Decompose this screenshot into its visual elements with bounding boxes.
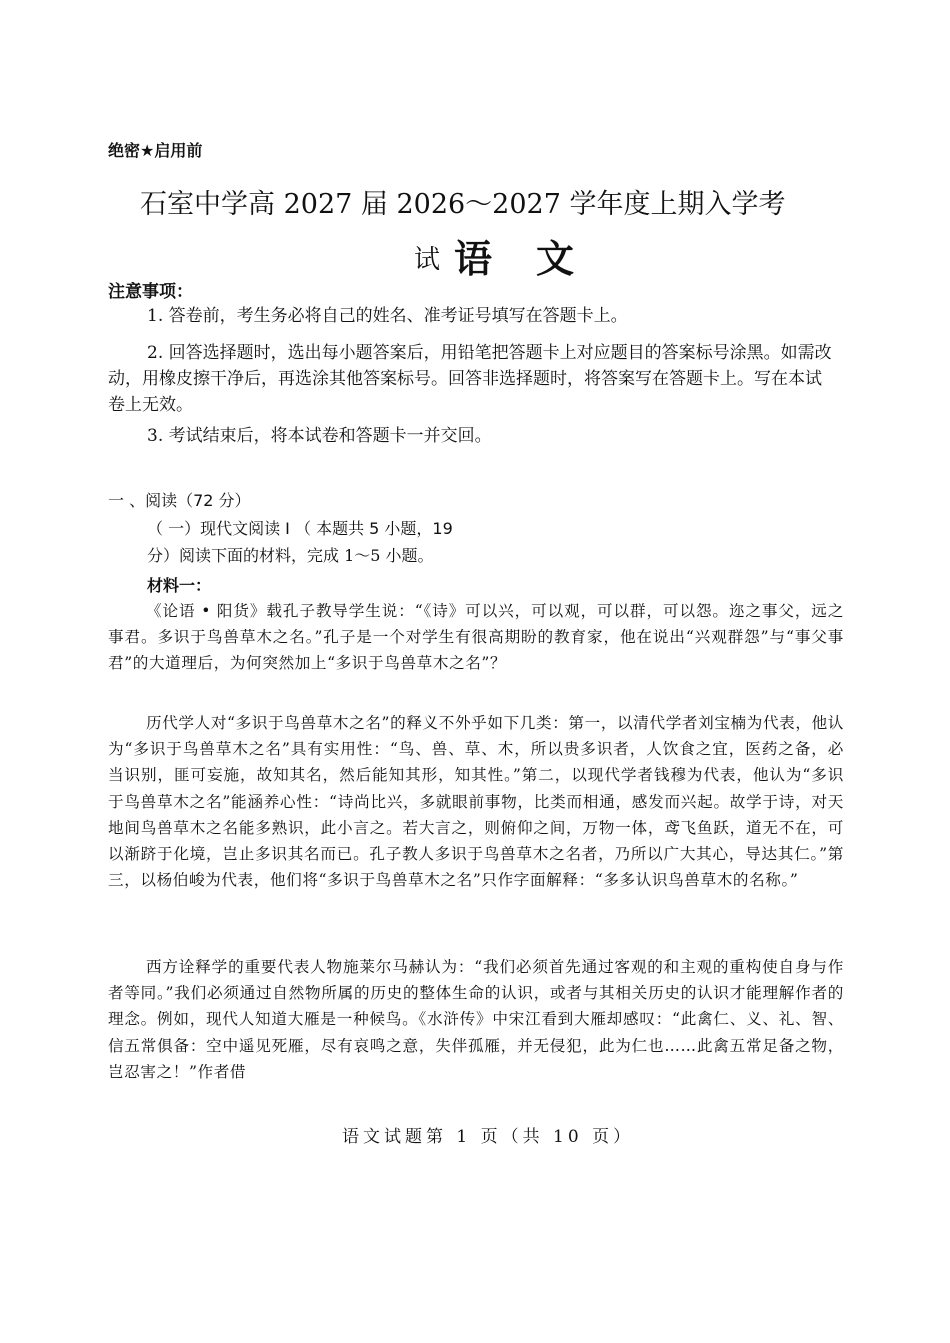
subject-title: 语文 xyxy=(454,237,619,281)
body-paragraph: 《论语 • 阳货》载孔子教导学生说：“《诗》可以兴，可以观，可以群，可以怨。迩之事父，远之事君。多识于鸟兽草木之名。”孔子是一个对学生有很高期盼的教育家，他在说出“兴观群怨”与“事父事君”的大道理后，为何突然加上“多识于鸟兽草木之名”？ xyxy=(108,602,844,673)
page-footer: 语文试题第 1 页（共 10 页） xyxy=(342,1127,635,1147)
body-paragraph: 历代学人对“多识于鸟兽草木之名”的释义不外乎如下几类：第一，以清代学者刘宝楠为代表，他认为“多识于鸟兽草木之名”具有实用性：“鸟、兽、草、木，所以贵多识者，人饮食之宜，医药之备，必当识别，匪可妄施，故知其名，然后能知其形，知其性。”第二，以现代学者钱穆为代表，他认为“多识于鸟兽草木之名”能涵养心性：“诗尚比兴，多就眼前事物，比类而相通，感发而兴起。故学于诗，对天地间鸟兽草木之名能多熟识，此小言之。若大言之，则俯仰之间，万物一体，鸢飞鱼跃，道无不在，可以渐跻于化境，岂止多识其名而已。孔子教人多识于鸟兽草木之名者，乃所以广大其心，导达其仁。”第三，以杨伯峻为代表，他们将“多识于鸟兽草木之名”只作字面解释：“多多认识鸟兽草木的名称。” xyxy=(108,714,844,890)
notice-item-1: 1. 答卷前，考生务必将自己的姓名、准考证号填写在答题卡上。 xyxy=(147,306,628,326)
notice-item-3: 3. 考试结束后，将本试卷和答题卡一并交回。 xyxy=(147,426,492,446)
notice-heading: 注意事项： xyxy=(108,282,193,302)
confidential-label: 绝密★启用前 xyxy=(108,141,203,160)
section-heading: 一 、阅读（72 分） xyxy=(108,491,251,510)
subsection-heading: （ 一）现代文阅读 I （ 本题共 5 小题，19 xyxy=(147,519,453,538)
exam-title-line1: 石室中学高 2027 届 2026～2027 学年度上期入学考 xyxy=(140,189,786,220)
subsection-instruction: 分）阅读下面的材料，完成 1～5 小题。 xyxy=(147,546,434,565)
exam-title-tail: 试 xyxy=(414,245,441,275)
notice-item-2: 2. 回答选择题时，选出每小题答案后，用铅笔把答题卡上对应题目的答案标号涂黑。如需改动，用橡皮擦干净后，再选涂其他答案标号。回答非选择题时，将答案写在答题卡上。写在本试卷上无效。 xyxy=(108,343,832,415)
body-paragraph: 西方诠释学的重要代表人物施莱尔马赫认为：“我们必须首先通过客观的和主观的重构使自身与作者等同。”我们必须通过自然物所属的历史的整体生命的认识，或者与其相关历史的认识才能理解作者的理念。例如，现代人知道大雁是一种候鸟。《水浒传》中宋江看到大雁却感叹：“此禽仁、义、礼、智、信五常俱备：空中遥见死雁，尽有哀鸣之意，失伴孤雁，并无侵犯，此为仁也……此禽五常足备之物，岂忍害之！”作者借 xyxy=(108,958,844,1081)
exam-title-line2 xyxy=(414,228,618,283)
material-label: 材料一： xyxy=(147,576,212,595)
